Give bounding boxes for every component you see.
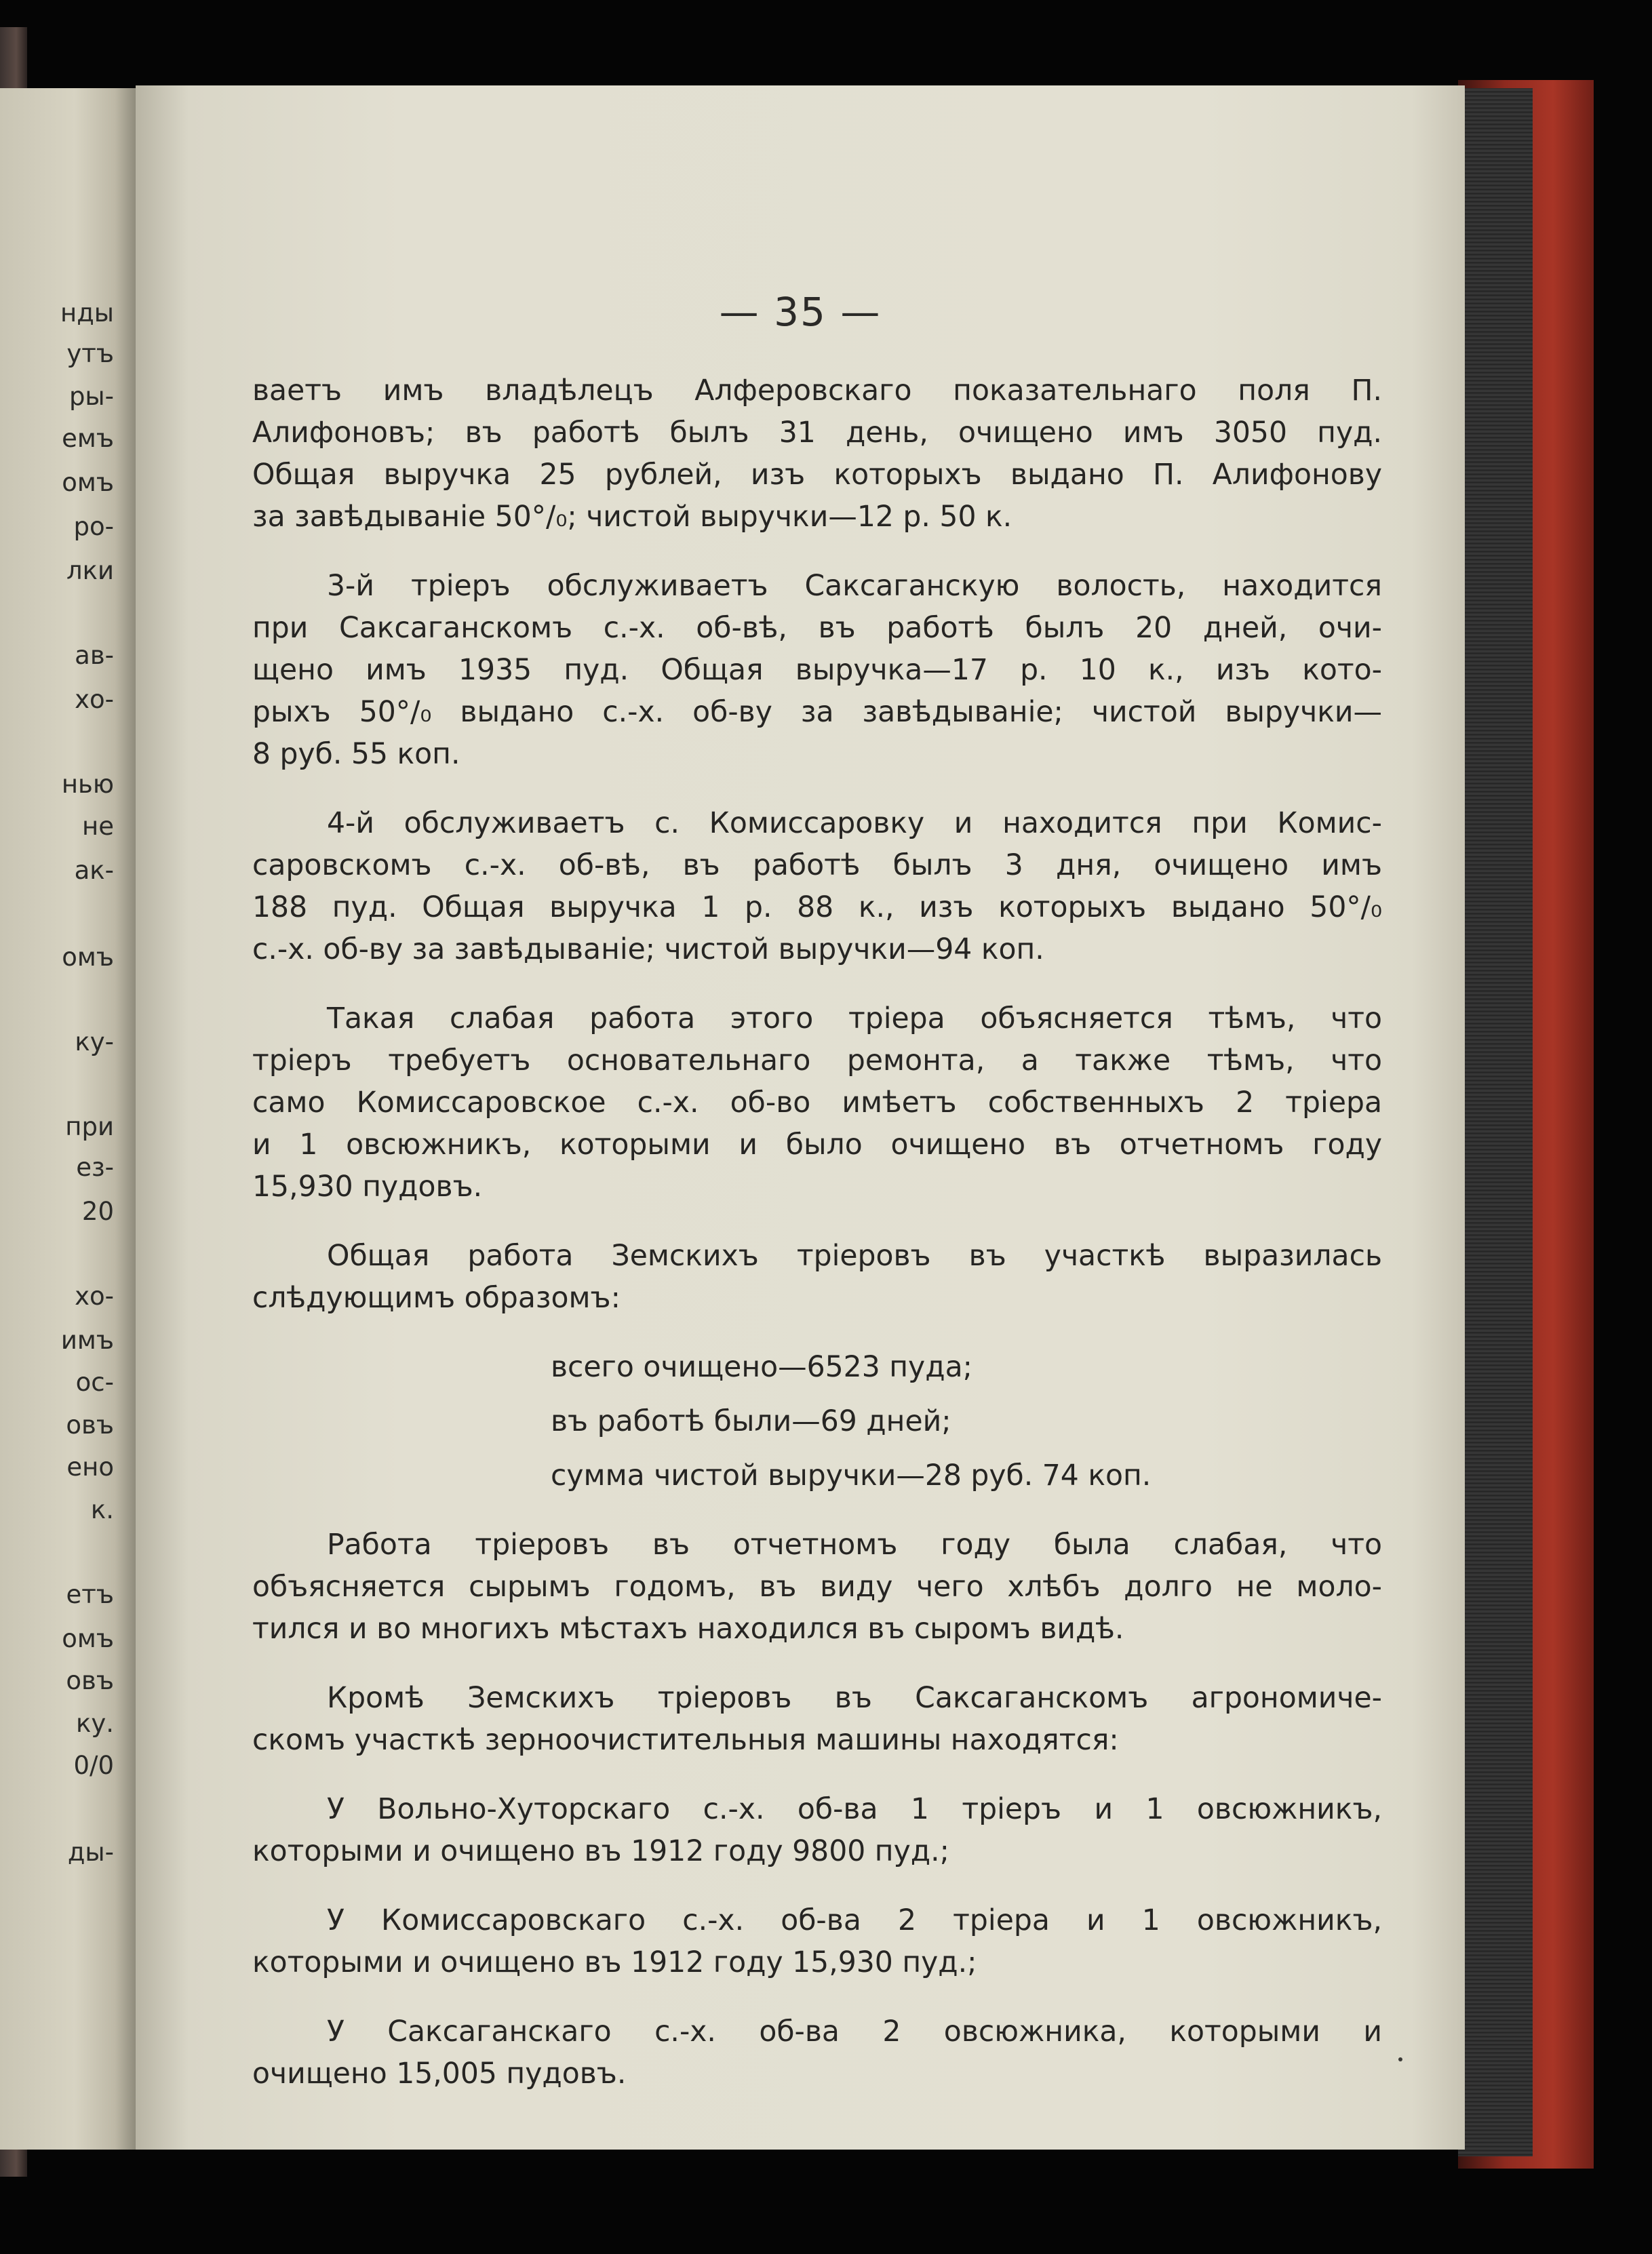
left-page-fragment: ры-	[68, 382, 114, 411]
text-line: У Комиссаровскаго с.-х. об-ва 2 тріера и 1 овсюжникъ,	[327, 1904, 1382, 1937]
text-line: 15,930 пудовъ.	[252, 1170, 483, 1204]
text-line: при Саксаганскомъ с.-х. об-вѣ, въ работѣ былъ 20 дней, очи-	[252, 612, 1382, 645]
text-line: 3-й тріеръ обслуживаетъ Саксаганскую волость, находится	[327, 570, 1382, 603]
left-page-fragment: 0/0	[73, 1751, 114, 1780]
text-line: У Вольно-Хуторскаго с.-х. об-ва 1 тріеръ и 1 овсюжникъ,	[327, 1793, 1382, 1826]
text-line: с.-х. об-ву за завѣдываніе; чистой выручки—94 коп.	[252, 933, 1044, 966]
left-page-fragment: ез-	[76, 1153, 114, 1182]
ink-speck	[1398, 2057, 1402, 2061]
left-page-fragment: нью	[61, 770, 114, 799]
left-page-fragment: хо-	[75, 1282, 114, 1311]
paragraph	[252, 1524, 1382, 1650]
left-page-fragment: ды-	[67, 1838, 114, 1867]
left-page-fragment: не	[82, 812, 114, 841]
text-line: рыхъ 50°/₀ выдано с.-х. об-ву за завѣдываніе; чистой выручки—	[252, 696, 1382, 729]
text-line: тился и во многихъ мѣстахъ находился въ сыромъ видѣ.	[252, 1613, 1124, 1646]
text-line: Алифоновъ; въ работѣ былъ 31 день, очищено имъ 3050 пуд.	[252, 416, 1382, 450]
page-body	[252, 370, 1382, 2122]
left-page-fragment: омъ	[62, 1624, 114, 1653]
text-line: саровскомъ с.-х. об-вѣ, въ работѣ былъ 3 дня, очищено имъ	[252, 849, 1382, 882]
left-page-fragment: ро-	[73, 512, 114, 541]
text-line: 188 пуд. Общая выручка 1 р. 88 к., изъ которыхъ выдано 50°/₀	[252, 891, 1382, 924]
text-line: 4-й обслуживаетъ с. Комиссаровку и находится при Комис-	[327, 807, 1382, 840]
left-page-fragment: лки	[66, 556, 114, 585]
left-page-fragment: ак-	[74, 856, 114, 885]
summary-line: сумма чистой выручки—28 руб. 74 коп.	[551, 1459, 1152, 1492]
text-line: которыми и очищено въ 1912 году 9800 пуд.;	[252, 1835, 949, 1868]
paragraph	[252, 370, 1382, 538]
text-line: щено имъ 1935 пуд. Общая выручка—17 р. 10 к., изъ кото-	[252, 654, 1382, 687]
left-page-fragment: омъ	[62, 943, 114, 972]
paragraph	[252, 1235, 1382, 1320]
left-page-fragment: етъ	[66, 1580, 114, 1609]
text-line: которыми и очищено въ 1912 году 15,930 пуд.;	[252, 1946, 977, 1979]
text-line: и 1 овсюжникъ, которыми и было очищено въ отчетномъ году	[252, 1128, 1382, 1162]
summary-line: всего очищено—6523 пуда;	[551, 1351, 972, 1384]
paragraph	[252, 566, 1382, 776]
paragraph	[252, 803, 1382, 971]
left-page-fragment: имъ	[60, 1326, 114, 1355]
left-page-fragment: ку.	[75, 1709, 114, 1738]
text-line: 8 руб. 55 коп.	[252, 738, 460, 771]
paragraph	[252, 1678, 1382, 1762]
text-line: Общая работа Земскихъ тріеровъ въ участкѣ выразилась	[327, 1240, 1382, 1273]
summary-line: въ работѣ были—69 дней;	[551, 1405, 951, 1438]
paragraph	[252, 998, 1382, 1208]
left-page-fragment: ку-	[75, 1027, 114, 1056]
left-page-fragment: 20	[81, 1197, 114, 1226]
text-line: слѣдующимъ образомъ:	[252, 1282, 621, 1315]
left-page-fragment: овъ	[66, 1666, 114, 1695]
left-page-fragment: хо-	[75, 685, 114, 714]
left-page-fragment: ос-	[75, 1368, 114, 1397]
text-line: ваетъ имъ владѣлецъ Алферовскаго показательнаго поля П.	[252, 374, 1382, 408]
left-page-fragment: омъ	[62, 468, 114, 497]
text-line: Работа тріеровъ въ отчетномъ году была слабая, что	[327, 1528, 1382, 1562]
page-stack-edge	[1458, 88, 1533, 2156]
paragraph	[252, 1900, 1382, 1984]
summary-list	[252, 1347, 1382, 1497]
left-page-fragment: емъ	[62, 424, 114, 453]
left-page-fragment: при	[65, 1112, 114, 1141]
text-line: Такая слабая работа этого тріера объясняется тѣмъ, что	[327, 1002, 1382, 1035]
left-page-fragment: ено	[66, 1452, 114, 1482]
text-line: Общая выручка 25 рублей, изъ которыхъ выдано П. Алифонову	[252, 458, 1382, 492]
text-line: очищено 15,005 пудовъ.	[252, 2057, 627, 2091]
book-page	[136, 85, 1465, 2150]
left-page	[0, 88, 136, 2150]
text-line: само Комиссаровское с.-х. об-во имѣетъ собственныхъ 2 тріера	[252, 1086, 1382, 1120]
left-page-fragment: утъ	[66, 339, 114, 368]
text-line: тріеръ требуетъ основательнаго ремонта, а также тѣмъ, что	[252, 1044, 1382, 1077]
text-line: У Саксаганскаго с.-х. об-ва 2 овсюжника, которыми и	[327, 2015, 1382, 2049]
left-page-fragment: нды	[60, 298, 114, 328]
left-page-fragment: ав-	[75, 641, 114, 670]
paragraph	[252, 2011, 1382, 2095]
text-line: объясняется сырымъ годомъ, въ виду чего хлѣбъ долго не моло-	[252, 1570, 1382, 1604]
text-line: скомъ участкѣ зерноочистительныя машины находятся:	[252, 1724, 1119, 1757]
page-number: — 35 —	[719, 289, 882, 335]
text-line: за завѣдываніе 50°/₀; чистой выручки—12 р. 50 к.	[252, 500, 1012, 534]
left-page-fragment: к.	[90, 1495, 114, 1524]
left-page-fragment: овъ	[66, 1410, 114, 1440]
paragraph	[252, 1789, 1382, 1873]
text-line: Кромѣ Земскихъ тріеровъ въ Саксаганскомъ агрономиче-	[327, 1682, 1382, 1715]
